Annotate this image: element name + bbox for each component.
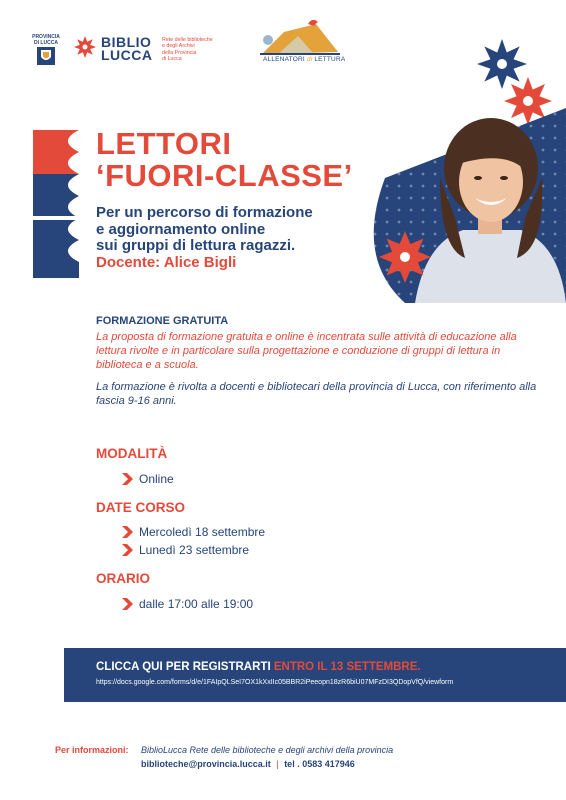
chevron-bullet-icon: [122, 526, 133, 538]
event-title-line1: LETTORI: [96, 126, 232, 161]
subtitle-line: Per un percorso di formazione: [96, 204, 313, 221]
network-desc-line: Rete delle biblioteche: [162, 37, 213, 43]
dates-heading: DATE CORSO: [96, 500, 186, 515]
date-value: Lunedì 23 settembre: [139, 543, 250, 557]
reading-coach-logo-icon: [258, 18, 342, 56]
modality-value: Online: [139, 472, 174, 486]
chevron-bullet-icon: [122, 544, 133, 556]
partner-name-end: LETTURA: [314, 56, 346, 63]
partner-name: [263, 56, 345, 63]
contact-separator: |: [276, 759, 279, 769]
training-description: La proposta di formazione gratuita e online è incentrata sulle attività di educazione alla lettura rivolte e in particolare sulla progettazione e conduzione di gruppi di lettura in biblioteca e a scuola.: [96, 331, 517, 372]
partner-name-start: ALLENATORI: [263, 56, 305, 63]
subtitle-line: sui gruppi di lettura ragazzi.: [96, 237, 296, 254]
network-name-line2: LUCCA: [101, 47, 153, 63]
event-subtitle: [96, 205, 356, 271]
partner-connector: di: [306, 56, 313, 63]
scallop-decoration: [33, 130, 79, 278]
network-desc-line: e degli Archivi: [162, 43, 195, 50]
network-name: [101, 36, 153, 62]
list-item: [122, 543, 249, 557]
info-description: BiblioLucca Rete delle biblioteche e degli archivi della provincia: [141, 745, 394, 755]
network-desc-line: della Provincia: [162, 49, 197, 56]
network-desc-line: di Lucca: [162, 55, 182, 62]
schedule-value: dalle 17:00 alle 19:00: [139, 597, 254, 611]
province-logo: [32, 34, 60, 64]
contact-email[interactable]: biblioteche@provincia.lucca.it: [141, 759, 271, 769]
registration-cta[interactable]: [96, 661, 421, 673]
list-item: [122, 472, 174, 486]
info-label: Per informazioni:: [55, 745, 129, 755]
registration-cta-text: CLICCA QUI PER REGISTRARTI: [96, 661, 271, 673]
network-description: [162, 37, 232, 62]
province-shield-icon: [37, 47, 55, 65]
teacher-name: Docente: Alice Bigli: [96, 253, 237, 271]
list-item: [122, 525, 265, 539]
subtitle-line: e aggiornamento online: [96, 220, 266, 238]
registration-link[interactable]: https://docs.google.com/forms/d/e/1FAIpQLSeI7OX1kXxIIc05BBR2iPeeopn18zR6biU07MFzDI3QDopVfQ/viewform: [96, 679, 454, 686]
date-value: Mercoledì 18 settembre: [139, 525, 266, 539]
registration-deadline: ENTRO IL 13 SETTEMBRE.: [273, 661, 421, 673]
modality-heading: MODALITÀ: [96, 446, 168, 461]
chevron-bullet-icon: [122, 473, 133, 485]
registration-banner[interactable]: [64, 648, 566, 702]
training-heading: FORMAZIONE GRATUITA: [96, 315, 229, 327]
province-logo-text: PROVINCIA DI LUCCA: [32, 34, 60, 46]
info-contact: [141, 759, 355, 769]
contact-phone[interactable]: tel . 0583 417946: [284, 759, 355, 769]
star-flower-icon: [378, 230, 432, 284]
schedule-heading: ORARIO: [96, 571, 150, 586]
event-title-line2: ‘FUORI-CLASSE’: [96, 158, 353, 193]
list-item: [122, 597, 253, 611]
chevron-bullet-icon: [122, 598, 133, 610]
network-name-line1: BIBLIO: [101, 34, 152, 50]
event-title: [96, 128, 353, 192]
biblio-flower-icon: [73, 35, 97, 59]
training-audience: La formazione è rivolta a docenti e bibliotecari della provincia di Lucca, con riferimento alla fascia 9-16 anni.: [96, 381, 537, 408]
